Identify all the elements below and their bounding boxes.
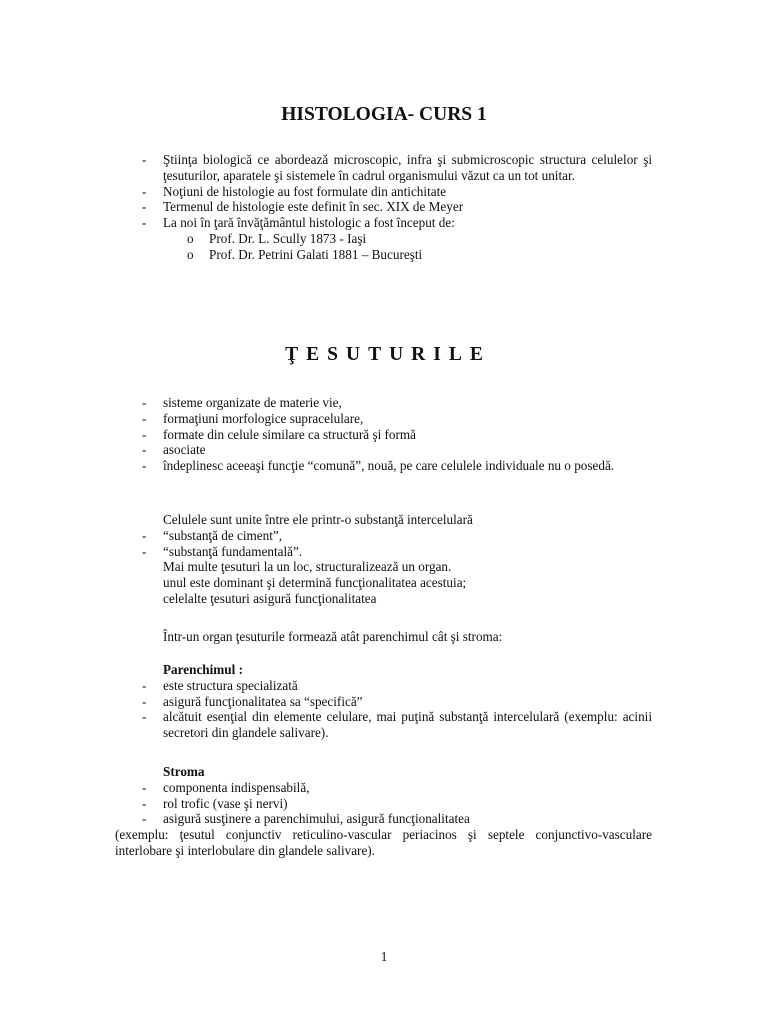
list-item	[0, 395, 768, 411]
section-title: ŢESUTURILE	[285, 344, 491, 365]
list-item-text: alcătuit esenţial din elemente celulare, mai puţină substanţă intercelulară (exemplu: acinii secretori din glandele salivare).	[163, 709, 652, 741]
sub-list-item	[0, 247, 768, 263]
stroma-example: (exemplu: ţesutul conjunctiv reticulino-vascular periacinos şi septele conjunctivo-vasculare interlobare şi interlobulare din glandele salivare).	[115, 827, 652, 858]
dash-bullet: -	[142, 442, 147, 458]
list-item	[0, 152, 768, 184]
document-title: HISTOLOGIA- CURS 1	[281, 104, 487, 125]
list-item	[0, 811, 768, 827]
list-item-text: Termenul de histologie este definit în sec. XIX de Meyer	[163, 199, 464, 215]
paragraph-line: Mai multe ţesuturi la un loc, structuralizează un organ.	[163, 559, 452, 575]
list-item-text: asigură susţinere a parenchimului, asigură funcţionalitatea	[163, 811, 470, 827]
sub-list-item	[0, 231, 768, 247]
dash-bullet: -	[142, 795, 147, 811]
dash-bullet: -	[142, 543, 147, 559]
list-item-text: sisteme organizate de materie vie,	[163, 395, 342, 410]
list-item	[0, 694, 768, 710]
dash-bullet: -	[142, 458, 147, 474]
list-item	[0, 199, 768, 215]
paragraph-line: unul este dominant şi determină funcţionalitatea acestuia;	[163, 575, 467, 591]
dash-bullet: -	[142, 811, 147, 827]
list-item-text: este structura specializată	[163, 677, 298, 693]
dash-bullet: -	[142, 709, 147, 725]
list-item-text: “substanţă fundamentală”.	[163, 543, 303, 559]
list-item-text: La noi în ţară învăţământul histologic a fost început de:	[163, 215, 455, 231]
intro-list	[0, 152, 768, 263]
dash-bullet: -	[142, 199, 147, 215]
list-item-text: formaţiuni morfologice supracelulare,	[163, 410, 364, 426]
dash-bullet: -	[142, 677, 147, 693]
list-item	[0, 528, 768, 544]
dash-bullet: -	[142, 215, 147, 231]
stroma-section	[0, 764, 768, 859]
list-item	[0, 544, 768, 560]
page-number: 1	[380, 949, 388, 964]
circle-bullet: o	[187, 230, 194, 246]
list-item	[0, 215, 768, 231]
list-item-text: îndeplinesc aceeaşi funcţie “comună”, nouă, pe care celulele individuale nu o posedă.	[163, 458, 615, 474]
list-item	[0, 427, 768, 443]
paragraph-line: Într-un organ ţesuturile formează atât parenchimul cât şi stroma:	[163, 629, 503, 644]
paragraph-line: celelalte ţesuturi asigură funcţionalitatea	[163, 590, 377, 606]
dash-bullet: -	[142, 693, 147, 709]
parenchim-heading: Parenchimul :	[163, 662, 243, 677]
list-item	[0, 780, 768, 796]
stroma-heading: Stroma	[163, 764, 205, 779]
sub-list-item-text: Prof. Dr. L. Scully 1873 - Iaşi	[209, 230, 367, 246]
dash-bullet: -	[142, 426, 147, 442]
list-item-text: formate din celule similare ca structură şi formă	[163, 426, 417, 442]
circle-bullet: o	[187, 246, 194, 262]
dash-bullet: -	[142, 779, 147, 795]
dash-bullet: -	[142, 152, 147, 167]
dash-bullet: -	[142, 410, 147, 426]
list-item-text: Noţiuni de histologie au fost formulate din antichitate	[163, 183, 447, 199]
list-item	[0, 184, 768, 200]
tesuturile-list	[0, 395, 768, 474]
list-item-text: asociate	[163, 442, 206, 458]
cells-paragraph	[0, 512, 768, 607]
dash-bullet: -	[142, 395, 147, 410]
organ-paragraph	[0, 629, 768, 645]
dash-bullet: -	[142, 527, 147, 543]
list-item-text: “substanţă de ciment”,	[163, 527, 283, 543]
list-item	[0, 442, 768, 458]
list-item	[0, 709, 768, 741]
list-item	[0, 678, 768, 694]
list-item	[0, 458, 768, 474]
list-item-text: rol trofic (vase şi nervi)	[163, 795, 288, 811]
sub-list-item-text: Prof. Dr. Petrini Galati 1881 – Bucureşti	[209, 246, 423, 262]
paragraph-line: Celulele sunt unite între ele printr-o substanţă intercelulară	[163, 512, 473, 527]
list-item	[0, 411, 768, 427]
list-item-text: asigură funcţionalitatea sa “specifică”	[163, 693, 363, 709]
list-item-text: Ştiinţa biologică ce abordează microscopic, infra şi submicroscopic structura celulelor şi ţesuturilor, aparatele şi sistemele în cadrul organismului văzut ca un tot unitar.	[163, 152, 652, 183]
dash-bullet: -	[142, 183, 147, 199]
list-item-text: componenta indispensabilă,	[163, 779, 310, 795]
parenchim-section	[0, 662, 768, 741]
list-item	[0, 796, 768, 812]
